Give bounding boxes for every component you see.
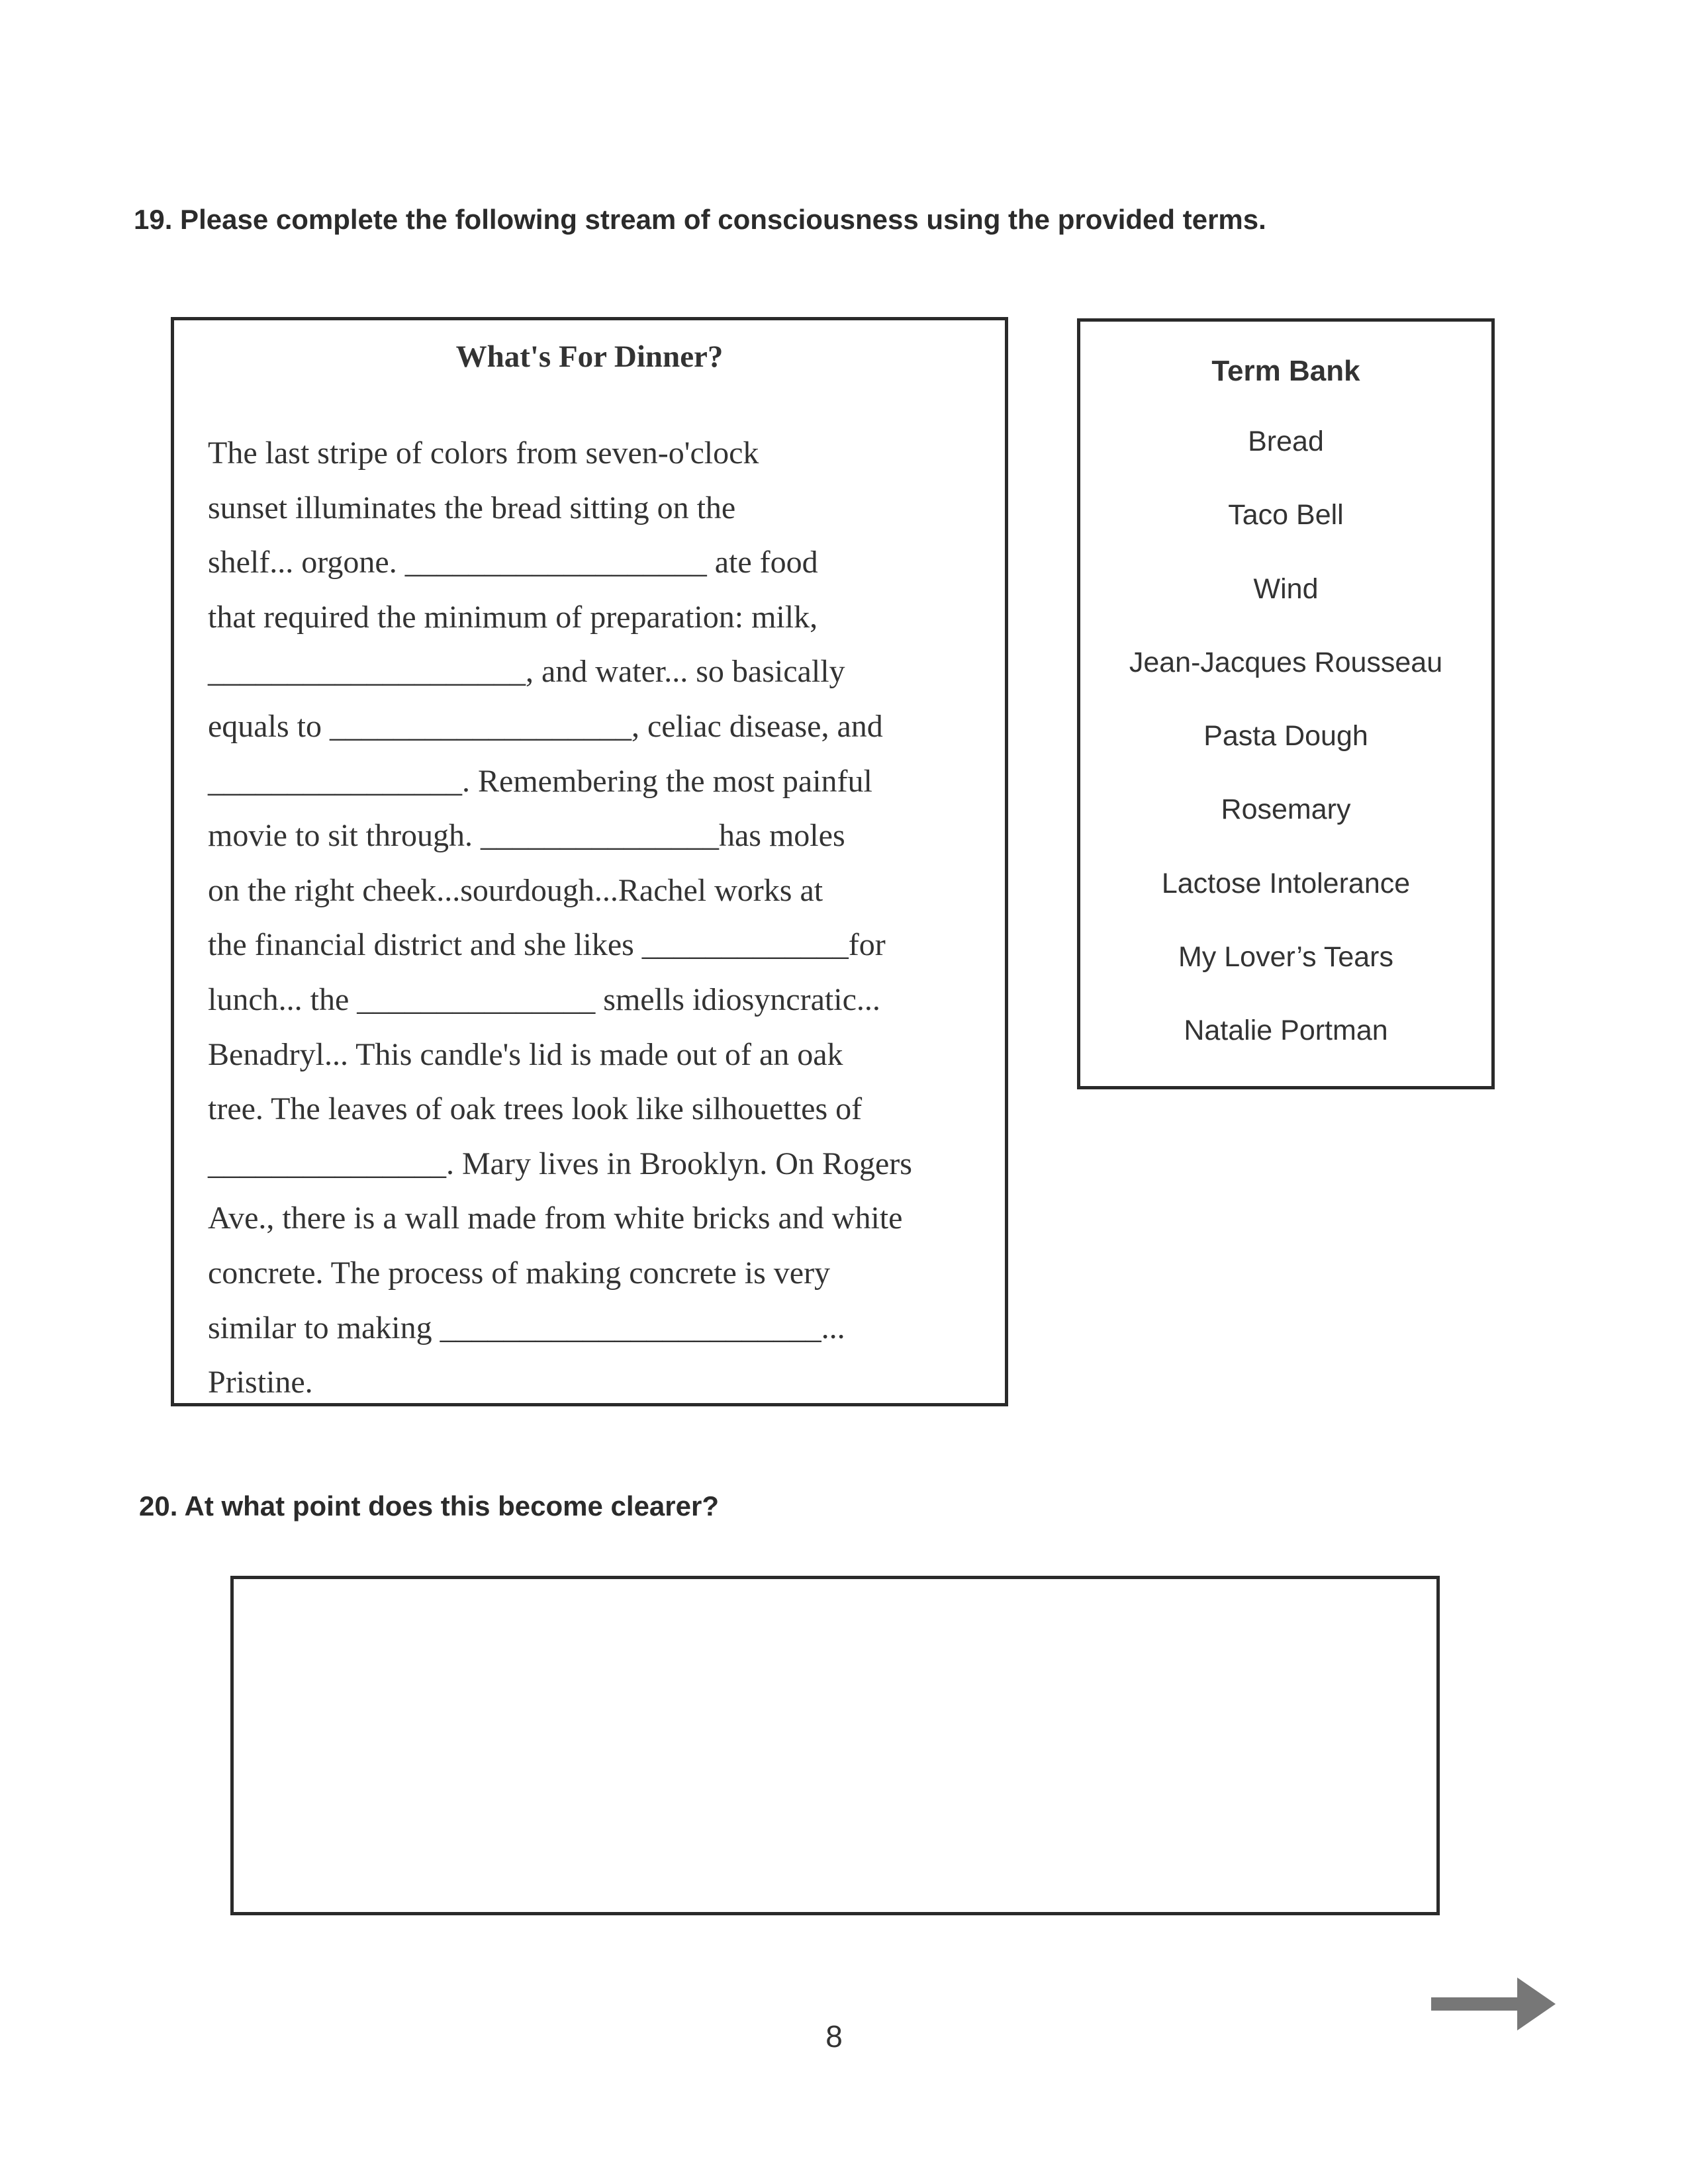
question-19-prompt: 19. Please complete the following stream of consciousness using the provided terms. [134, 204, 1266, 235]
story-line: movie to sit through. _______________has moles [208, 818, 845, 854]
story-text [208, 426, 912, 1410]
question-20-prompt: 20. At what point does this become clearer? [139, 1490, 719, 1522]
story-line: similar to making ________________________... [208, 1310, 845, 1345]
term-item: Pasta Dough [1203, 720, 1368, 752]
next-page-button[interactable] [1431, 1978, 1557, 2034]
term-bank [1077, 318, 1495, 1089]
story-line: concrete. The process of making concrete is very [208, 1255, 831, 1291]
term-item: My Lover’s Tears [1178, 941, 1394, 974]
story-line: that required the minimum of preparation: milk, [208, 599, 818, 635]
story-line: The last stripe of colors from seven-o'clock [208, 435, 759, 471]
story-line: sunset illuminates the bread sitting on the [208, 490, 736, 525]
story-line: tree. The leaves of oak trees look like silhouettes of [208, 1091, 863, 1127]
story-line: shelf... orgone. ___________________ ate food [208, 545, 818, 580]
term-item: Lactose Intolerance [1161, 867, 1411, 899]
story-line: _______________. Mary lives in Brooklyn. On Rogers [208, 1146, 912, 1181]
arrow-right-icon [1431, 1978, 1557, 2030]
term-item: Wind [1253, 572, 1319, 605]
term-item: Taco Bell [1228, 499, 1344, 531]
story-line: equals to ___________________, celiac disease, and [208, 708, 883, 744]
term-item: Bread [1248, 426, 1324, 457]
story-line: Ave., there is a wall made from white bricks and white [208, 1201, 903, 1236]
term-list [1080, 424, 1491, 1087]
story-line: ____________________, and water... so basically [208, 654, 845, 690]
term-bank-title: Term Bank [1211, 355, 1360, 387]
story-line: on the right cheek...sourdough...Rachel works at [208, 872, 823, 908]
story-title: What's For Dinner? [455, 340, 724, 374]
term-item: Jean-Jacques Rousseau [1129, 646, 1443, 678]
term-item: Natalie Portman [1184, 1015, 1388, 1047]
story-line: lunch... the _______________ smells idiosyncratic... [208, 981, 880, 1017]
story-line: the financial district and she likes _____________for [208, 927, 886, 963]
page-number: 8 [825, 2019, 843, 2054]
answer-box[interactable] [230, 1576, 1440, 1915]
story-box [171, 317, 1008, 1406]
story-line: ________________. Remembering the most painful [208, 763, 872, 799]
term-item: Rosemary [1221, 794, 1351, 826]
story-line: Benadryl... This candle's lid is made out of an oak [208, 1036, 843, 1072]
story-line: Pristine. [208, 1365, 313, 1400]
